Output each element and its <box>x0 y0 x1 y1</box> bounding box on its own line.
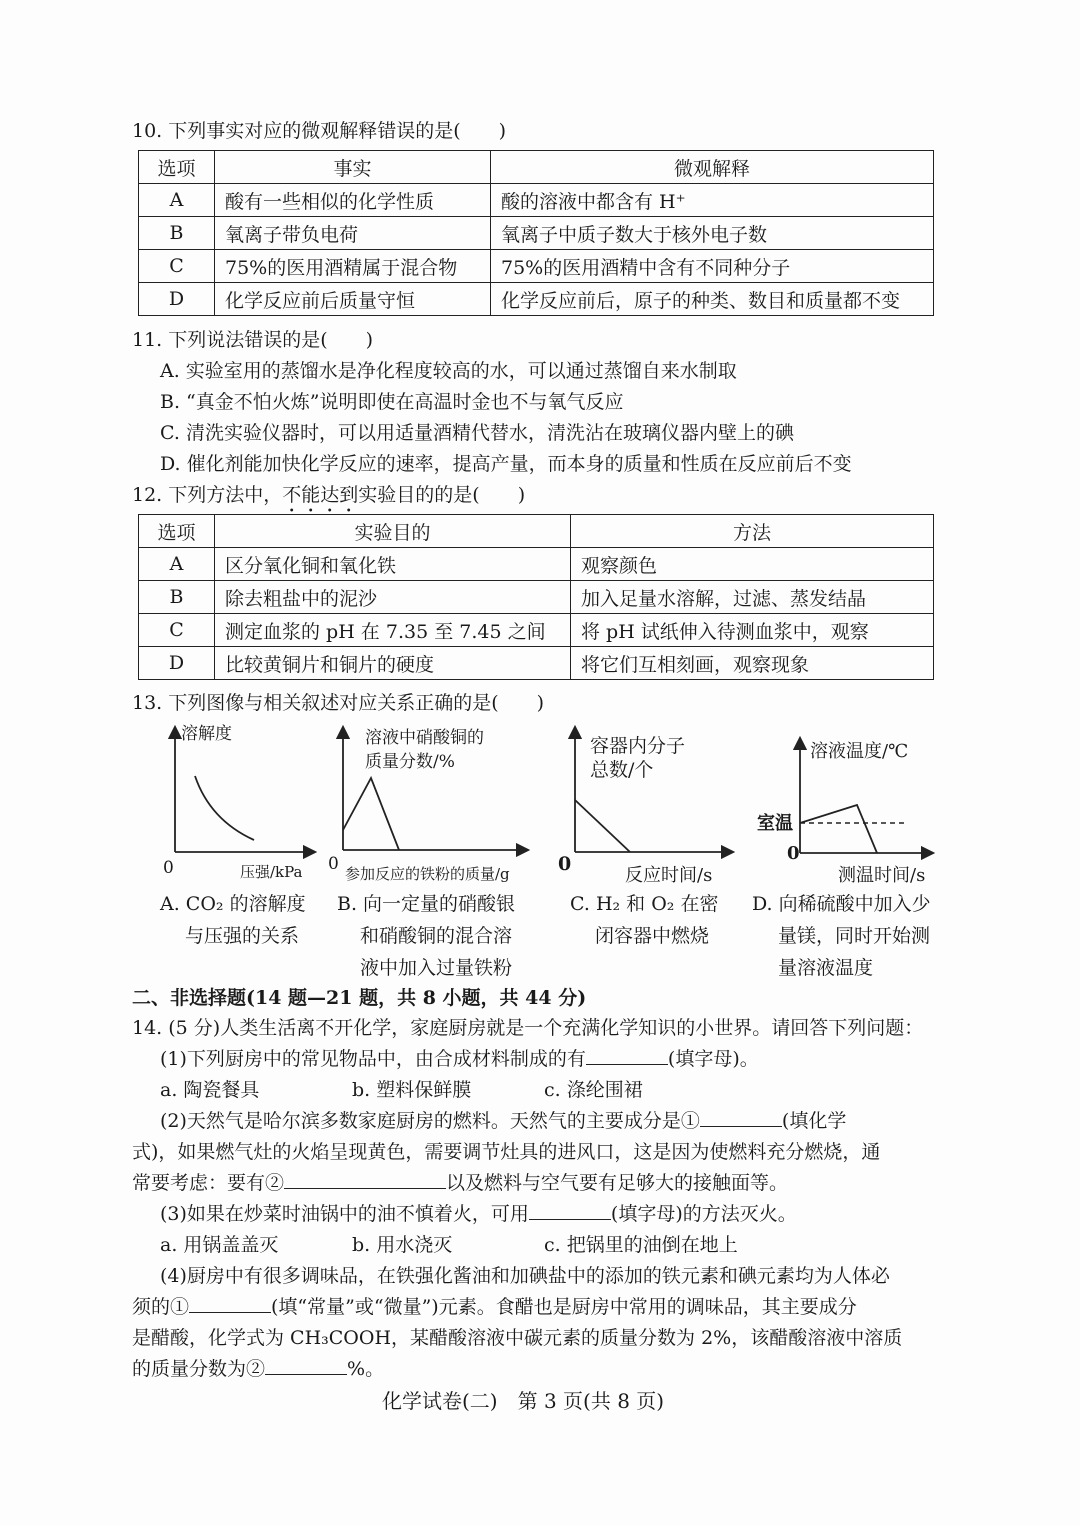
q14-part3 <box>160 1201 797 1227</box>
graph-c-ylabel-1: 容器内分子 <box>590 735 686 757</box>
answer-blank[interactable] <box>189 1294 271 1313</box>
table-cell: A <box>139 184 215 217</box>
table-row <box>139 614 934 647</box>
q12-table <box>138 514 934 680</box>
table-cell: D <box>139 283 215 316</box>
q14-stem: 14. (5 分)人类生活离不开化学，家庭厨房就是一个充满化学知识的小世界。请回答下列问题： <box>132 1017 924 1039</box>
q14-part2-pre: 常要考虑：要有② <box>132 1172 285 1194</box>
table-cell: 化学反应前后，原子的种类、数目和质量都不变 <box>491 283 934 316</box>
graph-a <box>150 720 320 870</box>
table-cell: 测定血浆的 pH 在 7.35 至 7.45 之间 <box>215 614 571 647</box>
graph-c-line <box>575 800 630 852</box>
graph-a-curve <box>195 776 254 840</box>
q14-part4-pre: 须的① <box>132 1296 190 1318</box>
answer-blank[interactable] <box>586 1046 668 1065</box>
graph-c-xlabel: 反应时间/s <box>625 865 713 886</box>
table-cell: 75%的医用酒精中含有不同种分子 <box>491 250 934 283</box>
graph-a-caption-2: 与压强的关系 <box>185 925 300 947</box>
q14-part2-end: (填化学 <box>781 1110 847 1132</box>
q14-part2-line1 <box>160 1108 846 1134</box>
q11-stem: 11. 下列说法错误的是( ) <box>132 329 374 351</box>
graph-c-caption-1: C. H₂ 和 O₂ 在密 <box>570 893 719 915</box>
graph-b-line <box>343 778 399 850</box>
q12-stem-emphasis: 不能达到 <box>282 484 359 506</box>
answer-blank[interactable] <box>265 1356 347 1375</box>
graph-d-marker: 室温 <box>757 813 793 834</box>
q14-part2-line2: 式)，如果燃气灶的火焰呈现黄色，需要调节灶具的进风口，这是因为使燃料充分燃烧，通 <box>132 1141 881 1163</box>
q10-table <box>138 150 934 316</box>
q10-stem: 10. 下列事实对应的微观解释错误的是( ) <box>132 120 507 142</box>
q12-stem-pre: 12. 下列方法中， <box>132 484 283 506</box>
q14-part2-line3 <box>132 1170 788 1196</box>
graph-a-caption-1: A. CO₂ 的溶解度 <box>160 893 306 915</box>
table-cell: B <box>139 217 215 250</box>
graph-c-origin: 0 <box>558 853 572 875</box>
q14-part3-text: (3)如果在炒菜时油锅中的油不慎着火，可用 <box>160 1203 529 1225</box>
q13-stem: 13. 下列图像与相关叙述对应关系正确的是( ) <box>132 692 545 714</box>
table-cell: 酸有一些相似的化学性质 <box>215 184 491 217</box>
q14-part3-opt-a: a. 用锅盖盖灭 <box>160 1234 279 1256</box>
answer-blank[interactable] <box>284 1170 446 1189</box>
q14-part4-d-post: %。 <box>347 1358 385 1380</box>
answer-blank[interactable] <box>700 1108 782 1127</box>
graph-d-line <box>800 805 877 853</box>
graph-b-caption-2: 和硝酸铜的混合溶 <box>360 925 513 947</box>
q14-part4-d-pre: 的质量分数为② <box>132 1358 266 1380</box>
table-cell: 观察颜色 <box>571 548 934 581</box>
q14-part1-text: (1)下列厨房中的常见物品中，由合成材料制成的有 <box>160 1048 586 1070</box>
table-row <box>139 283 934 316</box>
table-row <box>139 581 934 614</box>
graph-b-caption-3: 液中加入过量铁粉 <box>360 957 513 979</box>
table-row <box>139 184 934 217</box>
q11-option-d: D. 催化剂能加快化学反应的速率，提高产量，而本身的质量和性质在反应前后不变 <box>160 453 852 475</box>
graph-d-origin: 0 <box>787 843 800 864</box>
table-cell: B <box>139 581 215 614</box>
table-cell: 氧离子带负电荷 <box>215 217 491 250</box>
q14-part1 <box>160 1046 759 1072</box>
table-header: 方法 <box>571 515 934 548</box>
graph-a-ylabel: 溶解度 <box>181 724 232 744</box>
page-footer: 化学试卷(二) 第 3 页(共 8 页) <box>382 1389 665 1413</box>
answer-blank[interactable] <box>529 1201 611 1220</box>
graph-d-caption-3: 量溶液温度 <box>778 957 874 979</box>
table-row <box>139 217 934 250</box>
graph-b-ylabel-1: 溶液中硝酸铜的 <box>365 728 484 748</box>
table-cell: 氧离子中质子数大于核外电子数 <box>491 217 934 250</box>
graph-b-origin: 0 <box>328 854 339 874</box>
table-cell: 比较黄铜片和铜片的硬度 <box>215 647 571 680</box>
q14-part1-opt-c: c. 涤纶围裙 <box>544 1079 643 1101</box>
table-header-row <box>139 515 934 548</box>
q14-part3-opt-b: b. 用水浇灭 <box>352 1234 453 1256</box>
graph-a-xlabel: 压强/kPa <box>240 863 303 881</box>
table-cell: C <box>139 250 215 283</box>
graph-b-caption-1: B. 向一定量的硝酸银 <box>337 893 516 915</box>
q14-part4-post: (填“常量”或“微量”)元素。食醋也是厨房中常用的调味品，其主要成分 <box>271 1296 857 1318</box>
table-row <box>139 250 934 283</box>
q11-option-a: A. 实验室用的蒸馏水是净化程度较高的水，可以通过蒸馏自来水制取 <box>160 360 737 382</box>
q14-part3-end: (填字母)的方法灭火。 <box>610 1203 797 1225</box>
graph-a-origin: 0 <box>163 858 174 878</box>
table-header: 选项 <box>139 151 215 184</box>
table-header-row <box>139 151 934 184</box>
graph-d-xlabel: 测温时间/s <box>838 865 926 886</box>
q14-part2-text: (2)天然气是哈尔滨多数家庭厨房的燃料。天然气的主要成分是① <box>160 1110 700 1132</box>
q14-part4-line2 <box>132 1294 857 1320</box>
graph-d-ylabel: 溶液温度/℃ <box>810 741 909 762</box>
table-cell: 酸的溶液中都含有 H⁺ <box>491 184 934 217</box>
graph-d-caption-1: D. 向稀硫酸中加入少 <box>752 893 931 915</box>
table-header: 选项 <box>139 515 215 548</box>
graph-b-ylabel-2: 质量分数/% <box>365 752 455 772</box>
q14-part1-end: (填字母)。 <box>667 1048 759 1070</box>
table-header: 事实 <box>215 151 491 184</box>
table-cell: C <box>139 614 215 647</box>
table-row <box>139 647 934 680</box>
graph-c-caption-2: 闭容器中燃烧 <box>595 925 710 947</box>
section-title: 二、非选择题(14 题—21 题，共 8 小题，共 44 分) <box>132 987 587 1009</box>
table-row <box>139 548 934 581</box>
table-cell: 75%的医用酒精属于混合物 <box>215 250 491 283</box>
q14-part1-opt-b: b. 塑料保鲜膜 <box>352 1079 472 1101</box>
graph-d-caption-2: 量镁，同时开始测 <box>778 925 931 947</box>
q14-part1-opt-a: a. 陶瓷餐具 <box>160 1079 260 1101</box>
table-cell: 将它们互相刻画，观察现象 <box>571 647 934 680</box>
table-cell: 将 pH 试纸伸入待测血浆中，观察 <box>571 614 934 647</box>
table-cell: 加入足量水溶解，过滤、蒸发结晶 <box>571 581 934 614</box>
q12-stem-post: 实验目的的是( ) <box>358 484 526 506</box>
graph-b-xlabel: 参加反应的铁粉的质量/g <box>345 865 510 883</box>
q14-part2-post: 以及燃料与空气要有足够大的接触面等。 <box>446 1172 789 1194</box>
table-header: 实验目的 <box>215 515 571 548</box>
table-cell: A <box>139 548 215 581</box>
q11-option-b: B. “真金不怕火炼”说明即使在高温时金也不与氧气反应 <box>160 391 624 413</box>
graph-c-ylabel-2: 总数/个 <box>590 759 654 781</box>
q12-stem <box>132 482 525 517</box>
q11-option-c: C. 清洗实验仪器时，可以用适量酒精代替水，清洗沾在玻璃仪器内壁上的碘 <box>160 422 794 444</box>
q14-part3-opt-c: c. 把锅里的油倒在地上 <box>544 1234 738 1256</box>
q14-part4-line1: (4)厨房中有很多调味品，在铁强化酱油和加碘盐中的添加的铁元素和碘元素均为人体必 <box>160 1265 890 1287</box>
table-cell: 区分氧化铜和氧化铁 <box>215 548 571 581</box>
table-cell: 除去粗盐中的泥沙 <box>215 581 571 614</box>
table-header: 微观解释 <box>491 151 934 184</box>
table-cell: D <box>139 647 215 680</box>
table-cell: 化学反应前后质量守恒 <box>215 283 491 316</box>
q14-part4-line3: 是醋酸，化学式为 CH₃COOH，某醋酸溶液中碳元素的质量分数为 2%，该醋酸溶液中溶质 <box>132 1327 903 1349</box>
q14-part4-line4 <box>132 1356 384 1382</box>
